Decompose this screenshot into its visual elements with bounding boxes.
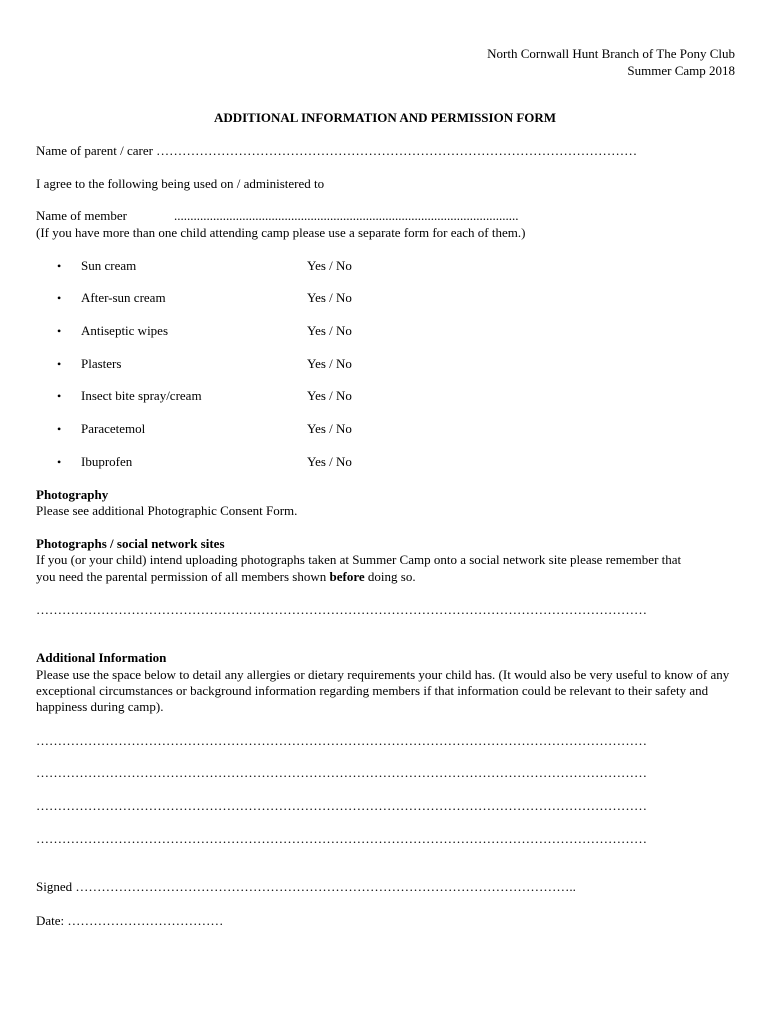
bullet-icon: •	[57, 455, 62, 469]
social-text-line2	[36, 569, 416, 585]
additional-answer-line[interactable]: ……………………………………………………………………………………………………………………………	[36, 798, 647, 813]
item-yes-no[interactable]: Yes / No	[307, 421, 352, 436]
additional-answer-line[interactable]: ……………………………………………………………………………………………………………………………	[36, 765, 647, 780]
bullet-icon: •	[57, 259, 62, 273]
social-heading: Photographs / social network sites	[36, 536, 225, 551]
form-title: ADDITIONAL INFORMATION AND PERMISSION FORM	[213, 110, 557, 125]
item-yes-no[interactable]: Yes / No	[307, 290, 352, 305]
item-yes-no[interactable]: Yes / No	[307, 258, 352, 273]
item-label: Ibuprofen	[81, 454, 133, 469]
item-label: Insect bite spray/cream	[81, 388, 202, 403]
social-text-part: you need the parental permission of all members shown	[36, 569, 330, 584]
item-yes-no[interactable]: Yes / No	[307, 323, 352, 338]
date-field[interactable]: Date: ………………………………	[36, 913, 224, 928]
item-label: Sun cream	[81, 258, 137, 273]
bullet-icon: •	[57, 357, 62, 371]
item-yes-no[interactable]: Yes / No	[307, 454, 352, 469]
bullet-icon: •	[57, 291, 62, 305]
item-yes-no[interactable]: Yes / No	[307, 356, 352, 371]
member-label: Name of member	[36, 208, 127, 223]
photography-text: Please see additional Photographic Consent Form.	[36, 503, 298, 518]
bullet-icon: •	[57, 422, 62, 436]
agree-text: I agree to the following being used on / administered to	[36, 176, 325, 191]
additional-text: Please use the space below to detail any allergies or dietary requirements your child has. (It would also be very useful to know of any exceptional circumstances or background information regarding members if that information could be relevant to their safety and happiness during camp).	[36, 667, 730, 714]
social-text-line1: If you (or your child) intend uploading photographs taken at Summer Camp onto a social network site please remember that	[36, 552, 682, 567]
bullet-icon: •	[57, 389, 62, 403]
header-org: North Cornwall Hunt Branch of The Pony Club	[487, 46, 735, 61]
bullet-icon: •	[57, 324, 62, 338]
additional-heading: Additional Information	[36, 650, 167, 665]
item-yes-no[interactable]: Yes / No	[307, 388, 352, 403]
additional-answer-line[interactable]: ……………………………………………………………………………………………………………………………	[36, 831, 647, 846]
member-note: (If you have more than one child attending camp please use a separate form for each of them.)	[36, 225, 526, 240]
signature-field[interactable]: Signed ……………………………………………………………………………………………………..	[36, 879, 576, 894]
additional-answer-line[interactable]: ……………………………………………………………………………………………………………………………	[36, 733, 647, 748]
photography-heading: Photography	[36, 487, 109, 502]
social-text-part: doing so.	[364, 569, 416, 584]
header-event: Summer Camp 2018	[627, 63, 735, 78]
member-name-field[interactable]: ..........................................................................................................	[174, 208, 519, 223]
item-label: Antiseptic wipes	[81, 323, 169, 338]
parent-name-field[interactable]: Name of parent / carer …………………………………………………………………………………………………	[36, 143, 638, 158]
item-label: After-sun cream	[81, 290, 166, 305]
social-text-bold: before	[329, 569, 365, 584]
item-label: Plasters	[81, 356, 122, 371]
social-answer-line[interactable]: ……………………………………………………………………………………………………………………………	[36, 602, 647, 617]
item-label: Paracetemol	[81, 421, 146, 436]
